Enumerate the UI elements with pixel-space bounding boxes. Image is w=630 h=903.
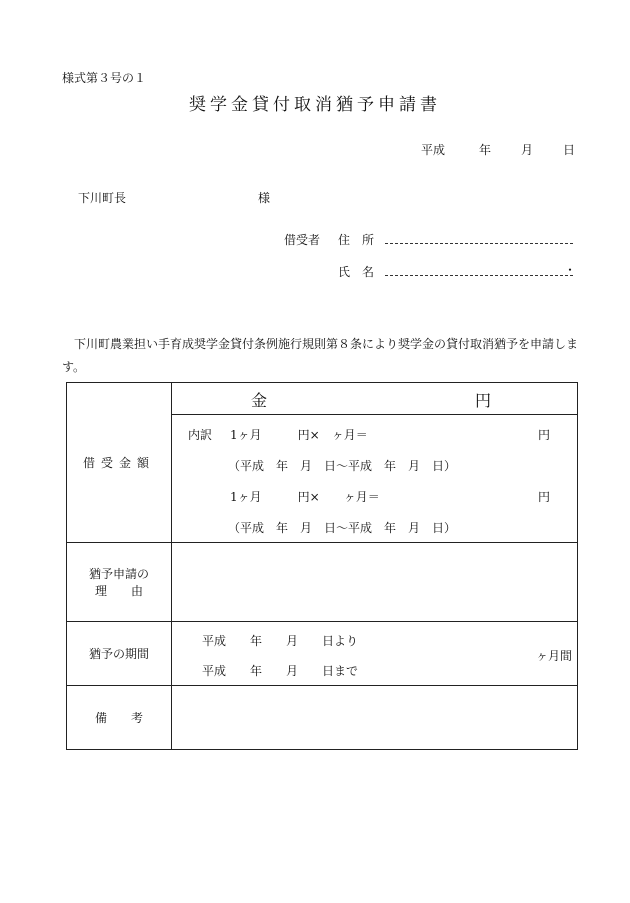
- date-month: 月: [521, 143, 534, 157]
- period-months: ヶ月間: [536, 649, 573, 663]
- period-label: 猶予の期間: [67, 622, 172, 686]
- loan-amount-total-cell[interactable]: [172, 383, 578, 415]
- breakdown-line-1: 1ヶ月 円× ヶ月＝: [230, 428, 368, 442]
- gold-label: 金: [251, 391, 268, 410]
- remarks-cell[interactable]: [172, 686, 578, 750]
- breakdown-line-1-yen: 円: [538, 428, 551, 442]
- loan-amount-label: 借受金額: [67, 383, 172, 543]
- period-cell[interactable]: [172, 622, 578, 686]
- date-day: 日: [563, 143, 576, 157]
- name-line[interactable]: [385, 275, 573, 276]
- addressee-honorific: 様: [258, 191, 271, 205]
- date-year: 年: [479, 143, 492, 157]
- name-label: 氏 名: [338, 265, 375, 279]
- addressee-name: 下川町長: [78, 191, 127, 205]
- period-from: 平成 年 月 日より: [202, 634, 359, 648]
- document-title: 奨学金貸付取消猶予申請書: [189, 95, 441, 115]
- breakdown-line-2-yen: 円: [538, 490, 551, 504]
- breakdown-label: 内訳: [188, 428, 213, 442]
- period-to: 平成 年 月 日まで: [202, 664, 359, 678]
- form-number: 様式第３号の１: [62, 71, 147, 85]
- loan-breakdown-cell[interactable]: [172, 415, 578, 543]
- breakdown-period-1: （平成 年 月 日～平成 年 月 日）: [228, 459, 457, 473]
- date-era: 平成: [421, 143, 446, 157]
- seal-mark: ・: [564, 263, 577, 277]
- breakdown-period-2: （平成 年 月 日～平成 年 月 日）: [228, 521, 457, 535]
- applicant-role: 借受者: [284, 233, 321, 247]
- request-paragraph: 下川町農業担い手育成奨学金貸付条例施行規則第８条により奨学金の貸付取消猶予を申請します。: [62, 337, 579, 374]
- reason-cell[interactable]: [172, 543, 578, 622]
- address-line[interactable]: [385, 243, 573, 244]
- remarks-label: 備 考: [67, 686, 172, 750]
- address-label: 住 所: [338, 233, 375, 247]
- yen-label: 円: [475, 391, 492, 410]
- reason-label: 猶予申請の 理 由: [67, 543, 172, 622]
- application-table: [66, 382, 578, 750]
- breakdown-line-2: 1ヶ月 円× ヶ月＝: [230, 490, 380, 504]
